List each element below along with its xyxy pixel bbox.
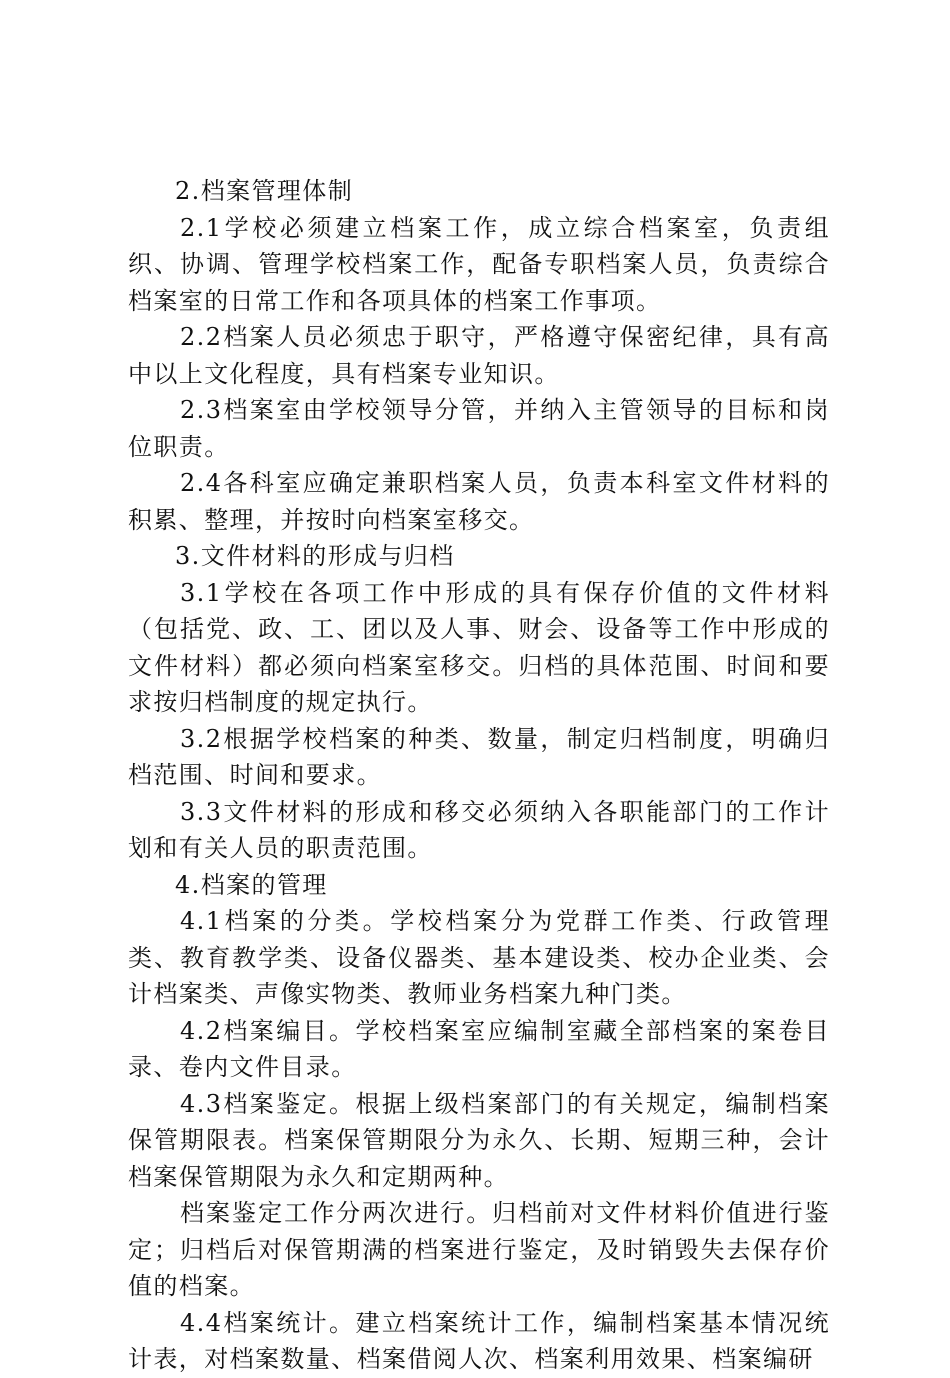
- document-body: [128, 173, 830, 1378]
- paragraph-2-2: 2.2档案人员必须忠于职守，严格遵守保密纪律，具有高中以上文化程度，具有档案专业知识。: [128, 323, 830, 388]
- paragraph-3-1: 3.1学校在各项工作中形成的具有保存价值的文件材料（包括党、政、工、团以及人事、财会、设备等工作中形成的文件材料）都必须向档案室移交。归档的具体范围、时间和要求按归档制度的规定执行。: [128, 578, 830, 716]
- paragraph-2-1: 2.1学校必须建立档案工作，成立综合档案室，负责组织、协调、管理学校档案工作，配备专职档案人员，负责综合档案室的日常工作和各项具体的档案工作事项。: [128, 213, 830, 315]
- paragraph-2-4: 2.4各科室应确定兼职档案人员，负责本科室文件材料的积累、整理，并按时向档案室移交。: [128, 469, 830, 534]
- paragraph-4-1: 4.1档案的分类。学校档案分为党群工作类、行政管理类、教育教学类、设备仪器类、基本建设类、校办企业类、会计档案类、声像实物类、教师业务档案九种门类。: [128, 907, 830, 1008]
- section-heading-4: 4.档案的管理: [175, 870, 328, 899]
- paragraph-4-2: 4.2档案编目。学校档案室应编制室藏全部档案的案卷目录、卷内文件目录。: [128, 1016, 830, 1081]
- paragraph-3-2: 3.2根据学校档案的种类、数量，制定归档制度，明确归档范围、时间和要求。: [128, 724, 830, 789]
- section-heading-2: 2.档案管理体制: [175, 177, 354, 205]
- paragraph-4-3-appraisal: 档案鉴定工作分两次进行。归档前对文件材料价值进行鉴定；归档后对保管期满的档案进行鉴定，及时销毁失去保存价值的档案。: [128, 1199, 830, 1300]
- paragraph-4-4: 4.4档案统计。建立档案统计工作，编制档案基本情况统计表，对档案数量、档案借阅人次、档案利用效果、档案编研: [128, 1308, 830, 1373]
- paragraph-3-3: 3.3文件材料的形成和移交必须纳入各职能部门的工作计划和有关人员的职责范围。: [128, 797, 830, 862]
- section-heading-3: 3.文件材料的形成与归档: [175, 542, 455, 570]
- paragraph-2-3: 2.3档案室由学校领导分管，并纳入主管领导的目标和岗位职责。: [128, 396, 830, 461]
- paragraph-4-3: 4.3档案鉴定。根据上级档案部门的有关规定，编制档案保管期限表。档案保管期限分为永久、长期、短期三种，会计档案保管期限为永久和定期两种。: [128, 1089, 830, 1191]
